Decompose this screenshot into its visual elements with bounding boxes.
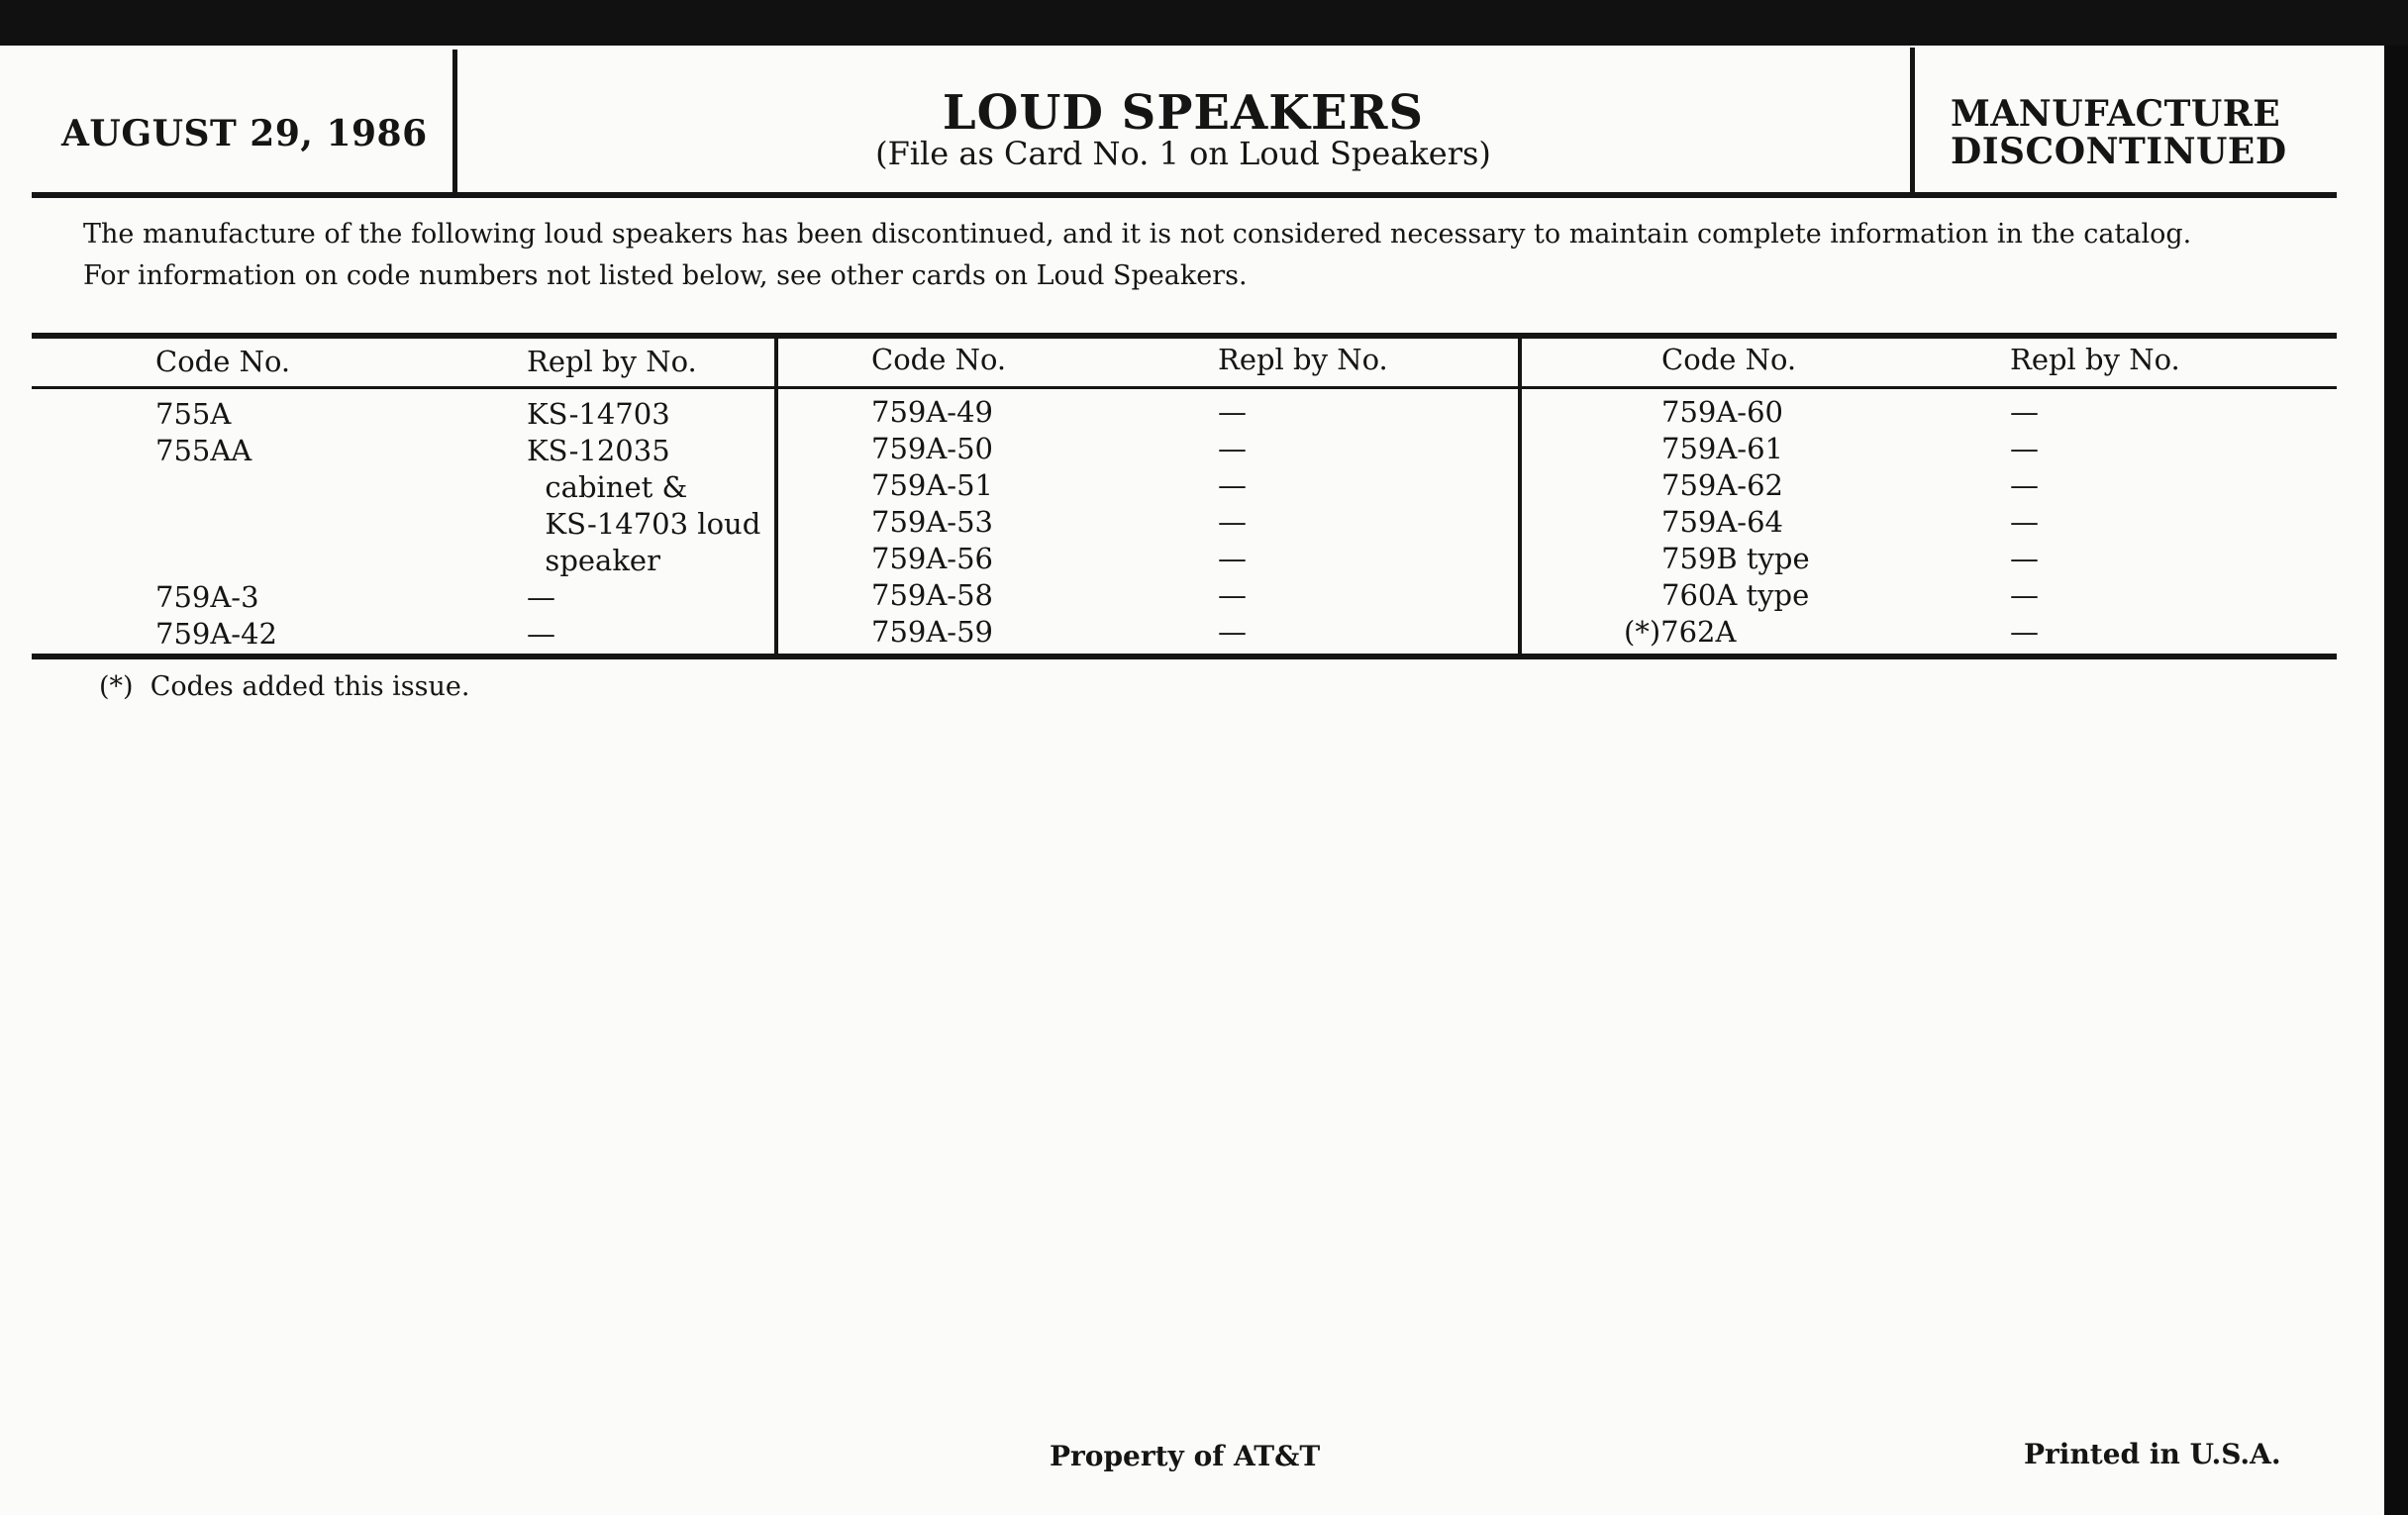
- table-cell-code: 759A-53: [871, 505, 993, 539]
- table-cell-repl: —: [2010, 468, 2039, 502]
- table-cell-repl: —: [2010, 615, 2039, 649]
- column-header-repl-2: Repl by No.: [1218, 343, 1388, 376]
- column-header-code-2: Code No.: [871, 343, 1007, 376]
- table-cell-repl: —: [527, 617, 555, 651]
- table-cell-repl: —: [1218, 505, 1247, 539]
- group2-code-column: [871, 394, 993, 651]
- table-cell-repl: KS-12035: [527, 434, 670, 467]
- table-cell-code: 755A: [155, 397, 232, 431]
- table-cell-code: 759A-60: [1661, 395, 1783, 429]
- table-cell-code: 760A type: [1661, 578, 1810, 612]
- table-cell-repl: KS-14703: [527, 397, 670, 431]
- group1-code-column: [155, 396, 277, 653]
- table-cell-code: 759B type: [1661, 542, 1810, 575]
- status-line-2: DISCONTINUED: [1951, 131, 2287, 172]
- table-cell-repl: —: [1218, 542, 1247, 575]
- table-cell-code: [155, 543, 277, 579]
- table-divider-2: [1518, 335, 1522, 657]
- table-cell-code: [155, 506, 277, 543]
- footer-printed: Printed in U.S.A.: [2024, 1438, 2281, 1470]
- header-rule: [32, 192, 2337, 198]
- column-header-repl-1: Repl by No.: [527, 345, 697, 378]
- footnote: (*) Codes added this issue.: [99, 671, 470, 702]
- table-cell-repl: speaker: [527, 544, 660, 577]
- table-cell-repl: —: [2010, 432, 2039, 465]
- table-cell-code: 759A-51: [871, 468, 993, 502]
- status-label: [1951, 95, 2317, 170]
- table-cell-code: 759A-42: [155, 617, 277, 651]
- table-bottom-rule: [32, 654, 2337, 659]
- status-line-1: MANUFACTURE: [1951, 93, 2281, 135]
- column-header-repl-3: Repl by No.: [2010, 343, 2180, 376]
- intro-line-2: For information on code numbers not listed below, see other cards on Loud Speakers.: [83, 260, 1248, 291]
- table-cell-repl: —: [2010, 542, 2039, 575]
- group3-code-column: [1624, 394, 1810, 651]
- group1-repl-column: [527, 396, 760, 653]
- column-header-code-1: Code No.: [155, 345, 291, 378]
- header-divider-right: [1910, 48, 1915, 196]
- table-cell-repl: —: [1218, 578, 1247, 612]
- table-cell-code: 759A-49: [871, 395, 993, 429]
- table-cell-code: 759A-59: [871, 615, 993, 649]
- intro-paragraph: [83, 214, 2341, 297]
- table-cell-repl: —: [1218, 615, 1247, 649]
- table-cell-repl: —: [1218, 395, 1247, 429]
- table-header-rule: [32, 386, 2337, 389]
- intro-line-1: The manufacture of the following loud speakers has been discontinued, and it is not considered necessary to maintain complete information in the catalog.: [83, 219, 2192, 250]
- scan-edge: [2384, 46, 2408, 1515]
- table-cell-code: 759A-3: [155, 580, 259, 614]
- table-cell-repl: —: [2010, 395, 2039, 429]
- table-cell-code: (*)762A: [1624, 615, 1737, 649]
- table-cell-code: 755AA: [155, 434, 252, 467]
- footer-owner: Property of AT&T: [1050, 1440, 1321, 1472]
- header-divider-left: [452, 50, 457, 196]
- table-cell-repl: —: [527, 580, 555, 614]
- table-cell-repl: —: [1218, 432, 1247, 465]
- table-cell-code: 759A-58: [871, 578, 993, 612]
- table-cell-code: 759A-56: [871, 542, 993, 575]
- table-top-rule: [32, 333, 2337, 339]
- column-header-code-3: Code No.: [1661, 343, 1797, 376]
- table-cell-repl: —: [1218, 468, 1247, 502]
- group3-repl-column: [2010, 394, 2039, 651]
- table-cell-repl: KS-14703 loud: [527, 507, 761, 541]
- page-subtitle: (File as Card No. 1 on Loud Speakers): [875, 135, 1491, 172]
- table-cell-repl: —: [2010, 505, 2039, 539]
- table-cell-code: 759A-62: [1661, 468, 1783, 502]
- table-cell-code: 759A-64: [1661, 505, 1783, 539]
- group2-repl-column: [1218, 394, 1247, 651]
- table-cell-repl: cabinet &: [527, 470, 688, 504]
- table-cell-code: 759A-61: [1661, 432, 1783, 465]
- page-title: LOUD SPEAKERS: [942, 85, 1425, 141]
- table-cell-repl: —: [2010, 578, 2039, 612]
- table-cell-code: [155, 469, 277, 506]
- issue-date: AUGUST 29, 1986: [61, 113, 428, 154]
- table-cell-code: 759A-50: [871, 432, 993, 465]
- table-divider-1: [774, 335, 778, 657]
